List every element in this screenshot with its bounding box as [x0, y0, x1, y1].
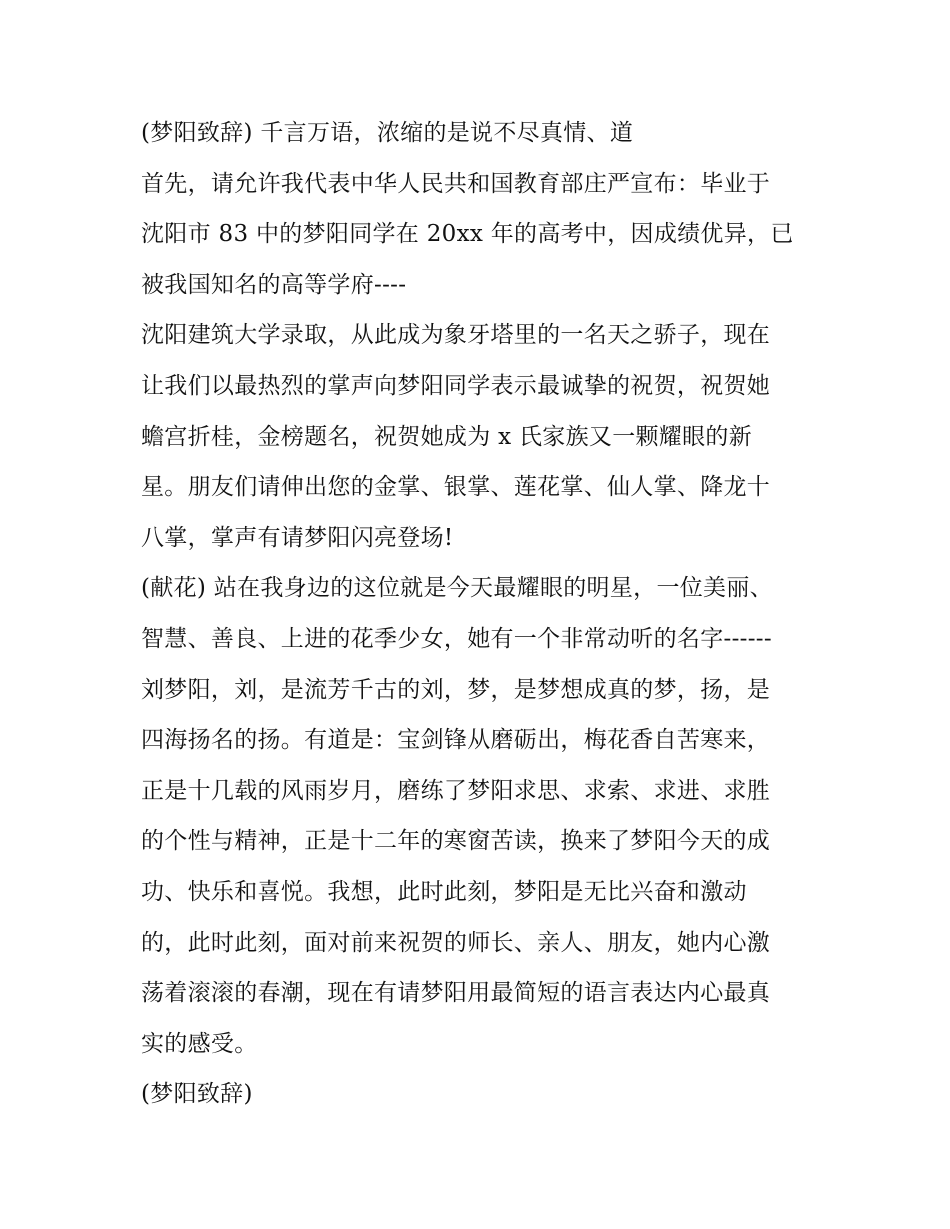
text-line: 蟾宫折桂，金榜题名，祝贺她成为 x 氏家族又一颗耀眼的新 [141, 423, 752, 450]
text-line: 八掌，掌声有请梦阳闪亮登场! [141, 524, 454, 551]
text-line: 首先，请允许我代表中华人民共和国教育部庄严宣布：毕业于 [141, 170, 771, 197]
text-line: 四海扬名的扬。有道是：宝剑锋从磨砺出，梅花香自苦寒来， [141, 727, 771, 754]
text-line: 智慧、善良、上进的花季少女，她有一个非常动听的名字------ [141, 625, 772, 652]
text-line: 正是十几载的风雨岁月，磨练了梦阳求思、求索、求进、求胜 [141, 777, 771, 804]
text-line: 沈阳市 83 中的梦阳同学在 20xx 年的高考中，因成绩优异，已 [141, 221, 794, 248]
text-line: 荡着滚滚的春潮，现在有请梦阳用最简短的语言表达内心最真 [141, 980, 771, 1007]
text-line: (梦阳致辞) 千言万语，浓缩的是说不尽真情、道 [141, 120, 634, 146]
text-line: 被我国知名的高等学府---- [141, 271, 407, 298]
text-line: (献花) 站在我身边的这位就是今天最耀眼的明星，一位美丽、 [141, 575, 773, 602]
text-line: 的，此时此刻，面对前来祝贺的师长、亲人、朋友，她内心激 [141, 929, 771, 956]
text-line: 沈阳建筑大学录取，从此成为象牙塔里的一名天之骄子，现在 [141, 322, 771, 349]
text-line: 实的感受。 [141, 1030, 258, 1057]
document-body [141, 108, 821, 1120]
text-line: 刘梦阳，刘，是流芳千古的刘，梦，是梦想成真的梦，扬，是 [141, 676, 771, 703]
text-line: 功、快乐和喜悦。我想，此时此刻，梦阳是无比兴奋和激动 [141, 878, 747, 905]
text-line: 的个性与精神，正是十二年的寒窗苦读，换来了梦阳今天的成 [141, 828, 771, 855]
text-line: 让我们以最热烈的掌声向梦阳同学表示最诚挚的祝贺，祝贺她 [141, 372, 771, 399]
text-line: 星。朋友们请伸出您的金掌、银掌、莲花掌、仙人掌、降龙十 [141, 474, 771, 501]
text-line: (梦阳致辞) [141, 1081, 253, 1108]
